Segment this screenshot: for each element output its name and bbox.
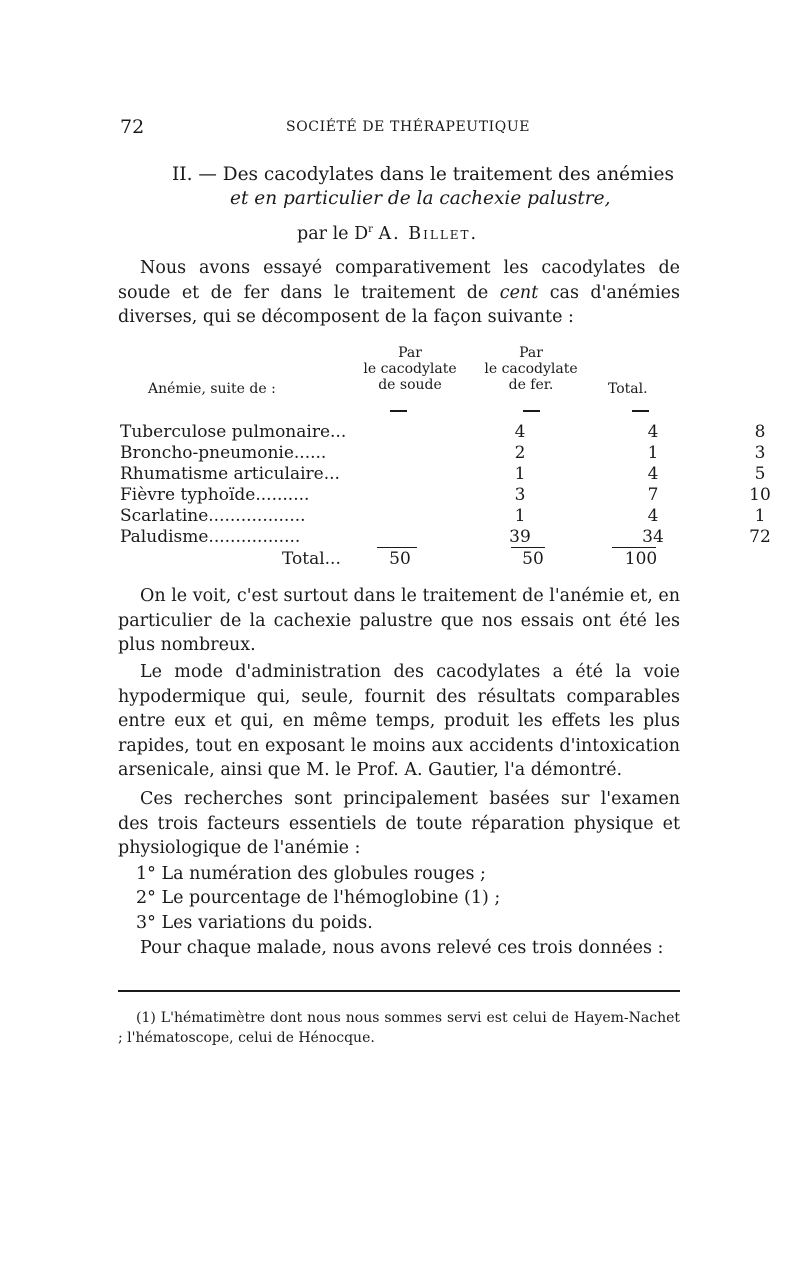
paragraph-research: Ces recherches sont principalement basées sur l'examen des trois facteurs essentiels de toute réparation physique et physiologique de l'anémie : [118, 789, 680, 858]
cell-fer: 4 [647, 464, 659, 484]
emphasis-cent: cent [499, 282, 539, 303]
cell-total: 5 [754, 464, 766, 484]
cell-total: 3 [754, 443, 766, 463]
paragraph-data: Pour chaque malade, nous avons relevé ces trois données : [140, 938, 664, 958]
footnote-divider [118, 990, 680, 992]
cell-total: 72 [749, 527, 771, 547]
paragraph-administration: Le mode d'administration des cacodylates a été la voie hypodermique qui, seule, fournit des résultats comparables entre eux et qui, en même temps, produit les effets les plus rapides, tout en exposant le moins aux accidents d'intoxication arsenicale, ainsi que M. le Prof. A. Gautier, l'a démontré. [118, 662, 680, 780]
article-title-line2: et en particulier de la cachexie palustre, [230, 188, 611, 209]
list-item: 2° Le pourcentage de l'hémoglobine (1) ; [136, 888, 501, 908]
author-name: A. Billet. [378, 224, 479, 244]
table-row [120, 422, 766, 443]
table-header-fer: Par le cacodylate de fer. [484, 345, 578, 393]
list-item: 1° La numération des globules rouges ; [136, 864, 486, 884]
cell-soude: 39 [509, 527, 531, 547]
byline [297, 224, 478, 244]
running-title: SOCIÉTÉ DE THÉRAPEUTIQUE [286, 119, 531, 135]
total-overline [377, 547, 417, 548]
table-header-total: Total. [608, 381, 648, 397]
cell-fer: 4 [647, 506, 659, 526]
table-row [120, 443, 766, 464]
cell-fer: 34 [642, 527, 664, 547]
header-dash [632, 410, 649, 412]
cell-total: 10 [749, 485, 771, 505]
cell-fer: 7 [647, 485, 659, 505]
table-row [120, 485, 771, 506]
cell-fer: 1 [647, 443, 659, 463]
cell-soude: 1 [514, 506, 526, 526]
cell-fer: 4 [647, 422, 659, 442]
row-label: Tuberculose pulmonaire... [120, 422, 347, 442]
total-overline [612, 547, 656, 548]
table-header-soude: Par le cacodylate de soude [363, 345, 457, 393]
paragraph-results: On le voit, c'est surtout dans le traitement de l'anémie et, en particulier de la cachexie palustre que nos essais ont été les plus nombreux. [118, 586, 680, 655]
footnote: (1) L'hématimètre dont nous nous sommes servi est celui de Hayem-Nachet ; l'hématoscope, celui de Hénocque. [118, 1010, 680, 1046]
row-label: Scarlatine.................. [120, 506, 306, 526]
byline-prefix: par le $D^r$ [297, 224, 373, 244]
row-label: Broncho-pneumonie...... [120, 443, 327, 463]
header-dash [523, 410, 540, 412]
cell-total: 8 [754, 422, 766, 442]
table-row [120, 506, 766, 527]
total-fer: 50 [522, 549, 544, 569]
running-header [0, 116, 800, 140]
header-dash [390, 410, 407, 412]
total-label: Total... [282, 549, 341, 569]
article-title-line1: II. — Des cacodylates dans le traitement des anémies [172, 164, 674, 185]
cell-total: 1 [754, 506, 766, 526]
total-soude: 50 [389, 549, 411, 569]
table-header-anemie: Anémie, suite de : [148, 381, 276, 397]
cell-soude: 1 [514, 464, 526, 484]
row-label: Fièvre typhoïde.......... [120, 485, 310, 505]
cell-soude: 2 [514, 443, 526, 463]
total-all: 100 [624, 549, 658, 569]
table-row [120, 527, 771, 548]
row-label: Rhumatisme articulaire... [120, 464, 340, 484]
list-item: 3° Les variations du poids. [136, 913, 373, 933]
cell-soude: 4 [514, 422, 526, 442]
intro-paragraph: Nous avons essayé comparativement les cacodylates de soude et de fer dans le traitement de cent cas d'anémies diverses, qui se décomposent de la façon suivante : [118, 258, 680, 327]
table-row [120, 464, 766, 485]
cell-soude: 3 [514, 485, 526, 505]
total-overline [511, 547, 545, 548]
row-label: Paludisme................. [120, 527, 301, 547]
page-number: 72 [120, 116, 145, 138]
